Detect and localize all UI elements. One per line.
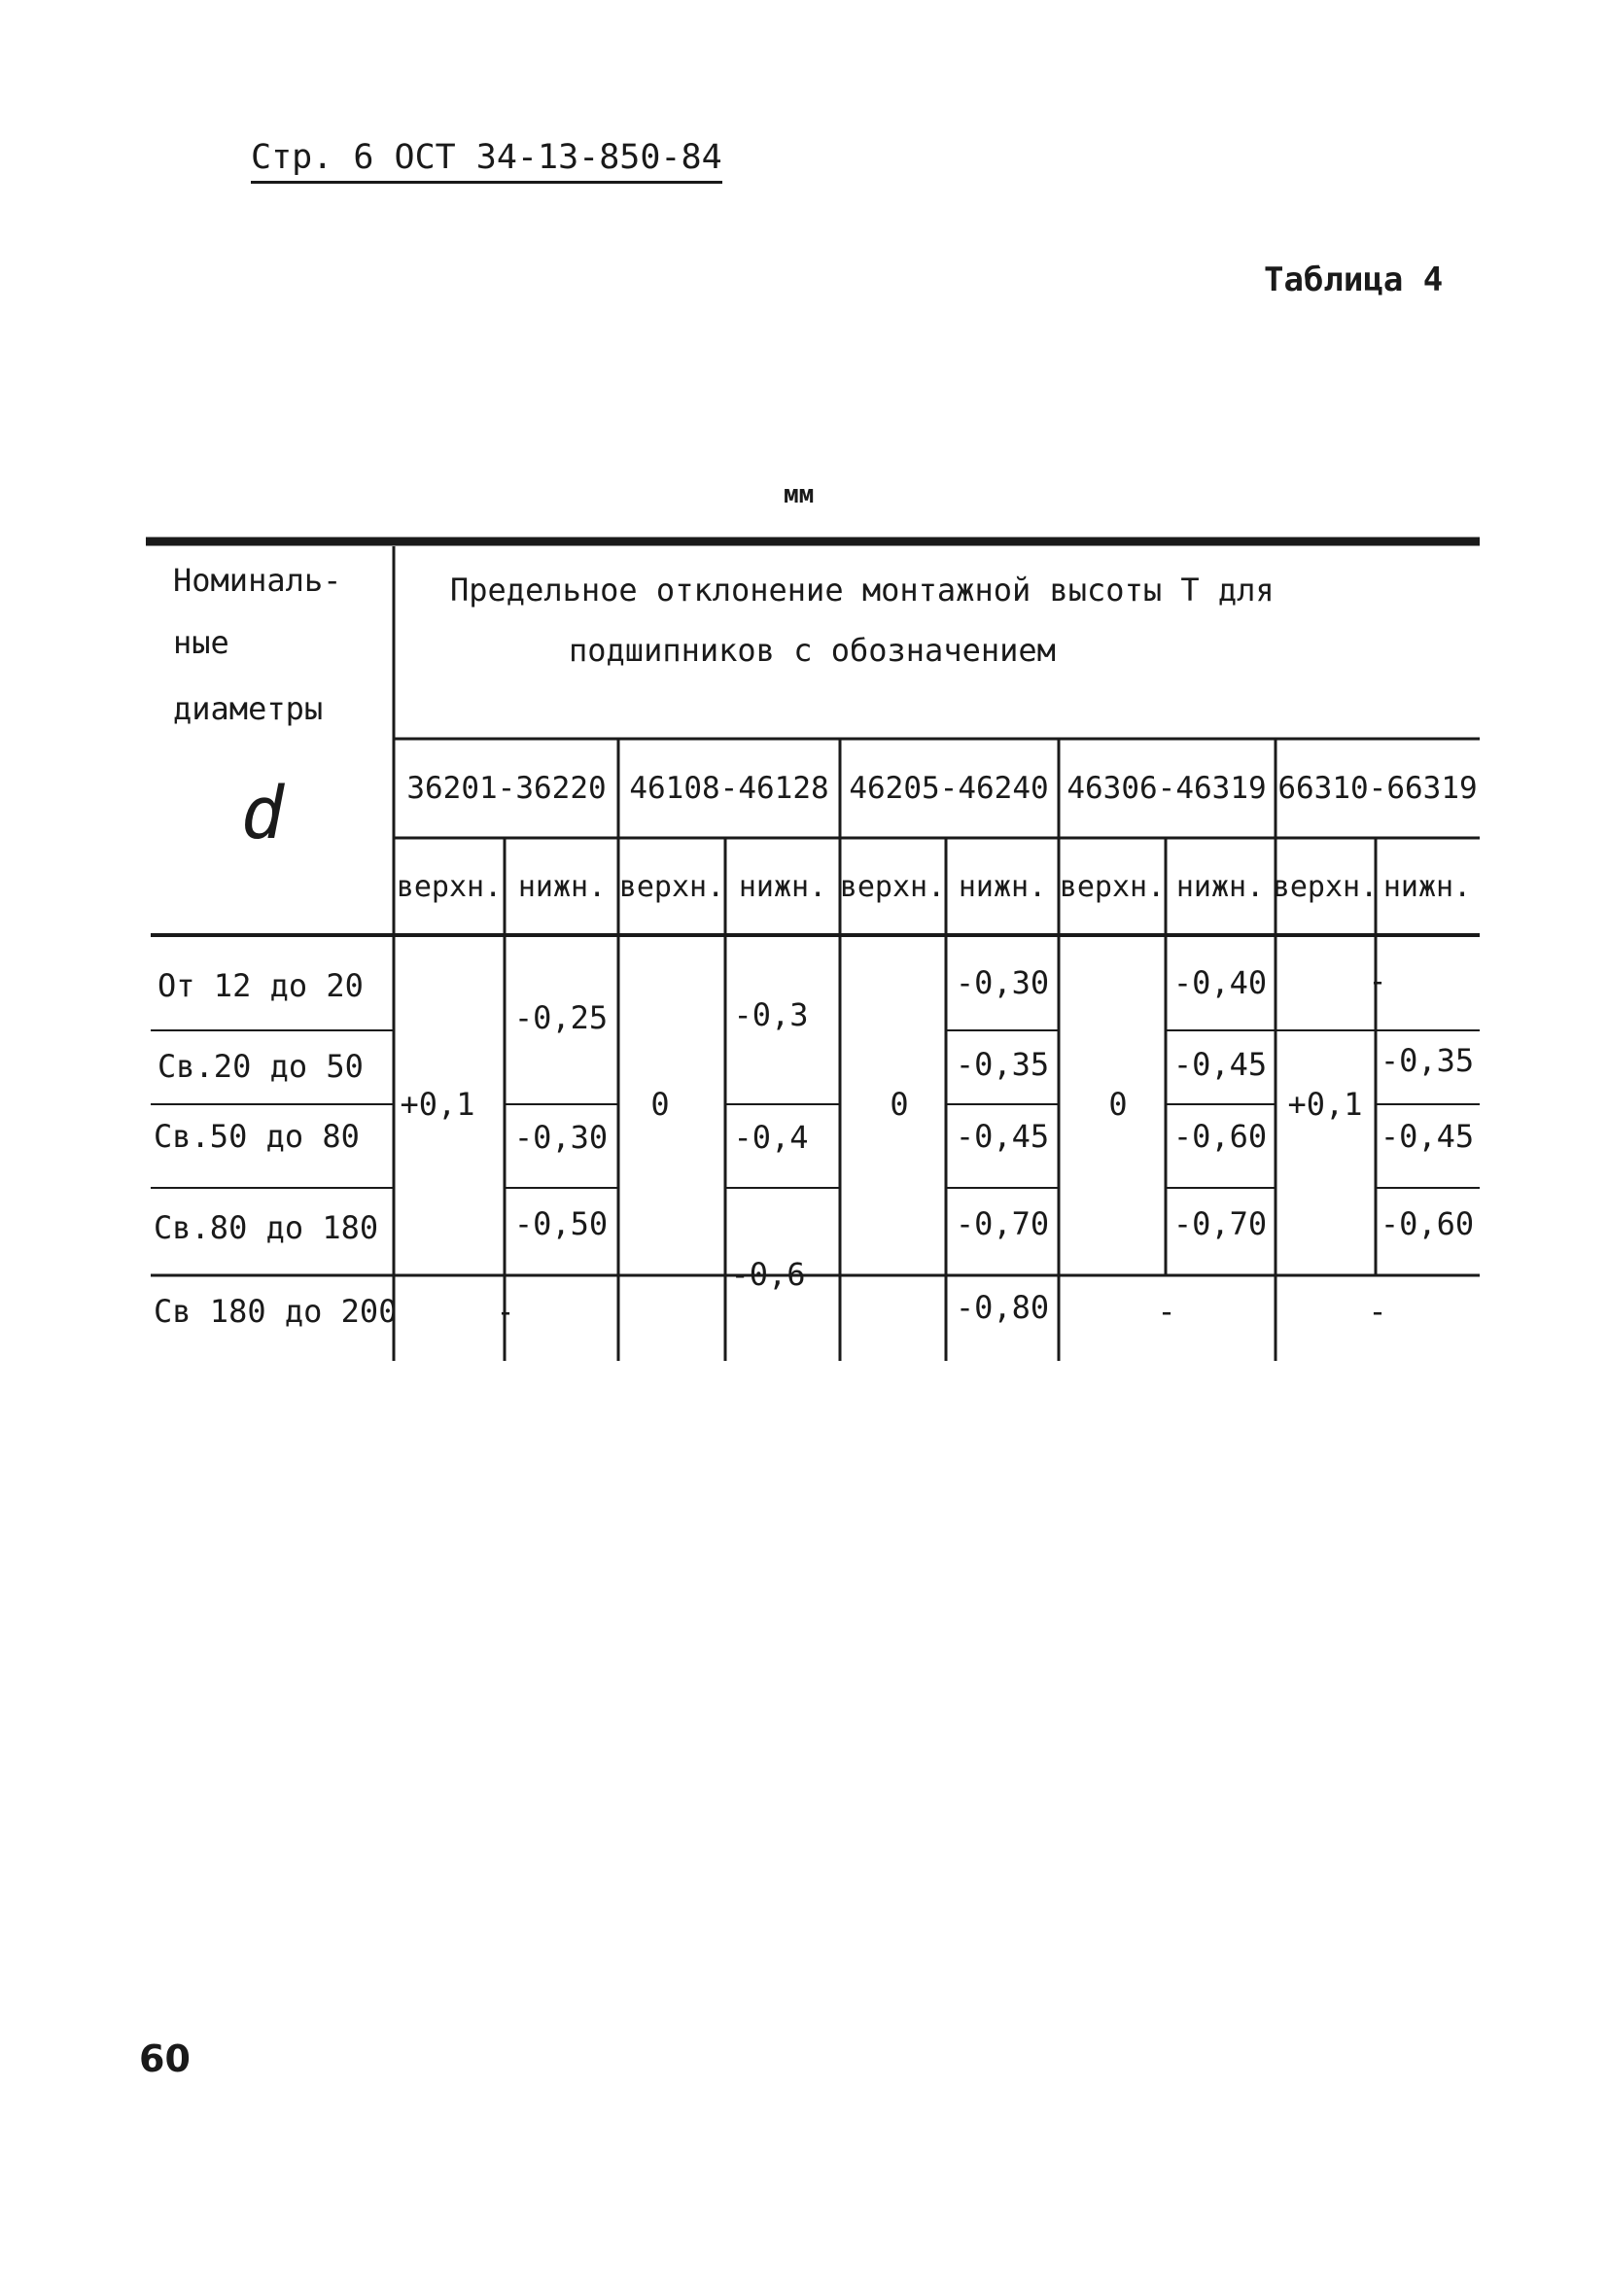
subheader-cell: верхн.	[618, 870, 725, 904]
subheader-cell: верхн.	[396, 870, 503, 904]
value-cell: -0,45	[955, 1118, 1050, 1155]
value-cell: -0,70	[1172, 1205, 1268, 1242]
subheader-cell: нижн.	[517, 870, 607, 904]
row-label: Св.80 до 180	[154, 1209, 379, 1246]
subheader-cell: верхн.	[1059, 870, 1166, 904]
value-cell: -0,60	[1172, 1118, 1268, 1155]
value-cell: 0	[890, 1086, 909, 1123]
value-cell: -0,25	[513, 999, 609, 1036]
value-cell: -0,40	[1172, 964, 1268, 1001]
subheader-cell: нижн.	[958, 870, 1047, 904]
value-cell: +0,1	[1287, 1086, 1363, 1123]
value-cell: -	[1368, 962, 1387, 999]
value-cell: -0,60	[1380, 1205, 1475, 1242]
group-headers	[406, 771, 1477, 806]
value-cell: 0	[1108, 1086, 1128, 1123]
subheaders	[397, 870, 1471, 904]
units-label: мм	[784, 480, 815, 509]
page-number: 60	[139, 2037, 191, 2080]
subheader-cell: нижн.	[1175, 870, 1265, 904]
value-cell: -	[1157, 1293, 1176, 1330]
value-cell: -0,45	[1380, 1118, 1475, 1155]
row-label: Св.50 до 80	[154, 1118, 360, 1155]
column-header	[173, 562, 341, 727]
value-cell: -0,6	[730, 1256, 806, 1293]
table-title-line: Предельное отклонение монтажной высоты Т для	[450, 572, 1275, 609]
subheader-cell: верхн.	[839, 870, 946, 904]
column-header-line: диаметры	[173, 690, 324, 727]
row-label: От 12 до 20	[157, 967, 364, 1004]
table-number-label: Таблица 4	[1264, 261, 1444, 299]
table-title-line: подшипников с обозначением	[569, 632, 1056, 669]
group-header: 66310-66319	[1277, 771, 1478, 806]
column-header-line: Номиналь-	[173, 562, 342, 599]
value-cell: -0,50	[513, 1205, 609, 1242]
group-header: 46205-46240	[849, 771, 1049, 806]
document-header: Стр. 6 ОСТ 34-13-850-84	[251, 136, 722, 184]
value-cell: -	[1368, 1293, 1387, 1330]
group-header: 46108-46128	[629, 771, 829, 806]
value-cell: -0,70	[955, 1205, 1050, 1242]
subheader-cell: верхн.	[1272, 870, 1379, 904]
group-header: 36201-36220	[406, 771, 607, 806]
value-cell: -0,30	[513, 1119, 609, 1156]
diameter-symbol: d	[240, 772, 285, 855]
value-cell: -0,35	[1380, 1042, 1475, 1079]
value-cell: -0,30	[955, 964, 1050, 1001]
column-header-line: ные	[173, 624, 229, 661]
subheader-cell: нижн.	[1382, 870, 1472, 904]
row-label: Св.20 до 50	[157, 1048, 364, 1085]
value-cell: 0	[650, 1086, 670, 1123]
subheader-cell: нижн.	[738, 870, 827, 904]
value-cell: -0,45	[1172, 1046, 1268, 1083]
value-cell: -	[496, 1293, 515, 1330]
row-label: Св 180 до 200	[154, 1293, 398, 1330]
value-cell: +0,1	[400, 1086, 475, 1123]
value-cell: -0,4	[733, 1119, 809, 1156]
value-cell: -0,3	[733, 996, 809, 1033]
value-cell: -0,80	[955, 1289, 1050, 1326]
value-cell: -0,35	[955, 1046, 1050, 1083]
group-header: 46306-46319	[1066, 771, 1267, 806]
